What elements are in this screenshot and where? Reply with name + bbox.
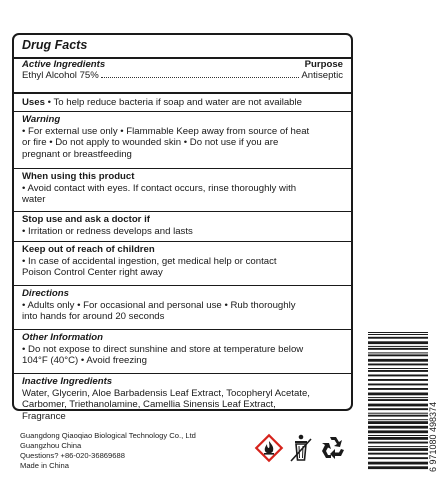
when-using-heading: When using this product [22,171,135,182]
barcode-bar [368,364,428,366]
inactive-ingredients-section [14,373,351,422]
barcode-bar [368,352,428,353]
when-using-line: water [22,194,46,205]
inactive-ingredients-line: Water, Glycerin, Aloe Barbadensis Leaf Extract, Tocopheryl Acetate, [22,387,310,399]
keep-out-line: Poison Control Center right away [22,267,163,278]
barcode-number: 6 971080 498374 [428,401,438,472]
barcode-bar [368,435,428,436]
barcode-bar [368,408,428,410]
barcode-bar [368,393,428,396]
barcode-bar [368,337,428,339]
inactive-ingredients-line: Carbomer, Triethanolamine, Camellia Sinensis Leaf Extract, [22,399,276,410]
warning-line: pregnant or breastfeeding [22,148,132,160]
uses-text: • To help reduce bacteria if soap and water are not available [44,97,302,108]
when-using-line: • Avoid contact with eyes. If contact occurs, rinse thoroughly with [22,182,297,194]
other-information-heading: Other Information [22,332,104,343]
barcode-bar [368,453,428,455]
barcode-bar [368,332,428,333]
barcode-bar [368,379,428,381]
manufacturer-phone: Questions? +86-020-36869688 [20,451,125,460]
directions-line: into hands for around 20 seconds [22,311,165,322]
drug-facts-panel [12,33,353,422]
barcode-bar [368,341,428,344]
warning-line: or fire • Do not apply to wounded skin • Do not use if you are [22,137,279,148]
active-ingredients-heading: Active Ingredients [22,59,106,70]
warning-section [14,111,351,160]
manufacturer-name: Guangdong Qiaoqiao Biological Technology Co., Ltd [20,431,196,440]
uses-section [14,92,351,109]
barcode-bar [368,388,428,390]
inactive-ingredients-heading: Inactive Ingredients [22,376,113,387]
barcode-bar [368,370,428,372]
uses-heading: Uses [22,97,45,108]
barcode-bar [368,448,428,451]
barcode-bar [368,384,428,386]
barcode-bar [368,375,428,377]
other-information-line: • Do not expose to direct sunshine and store at temperature below [22,343,304,355]
barcode-bar [368,426,428,429]
ingredient-purpose: Antiseptic [301,70,343,81]
barcode-bar [368,404,428,407]
stop-use-line: • Irritation or redness develops and lasts [22,225,193,237]
warning-heading: Warning [22,114,61,125]
barcode-bar [368,334,428,335]
barcode-bar [368,399,428,401]
ingredient-row [22,70,343,81]
barcode-bar [368,415,428,417]
keep-out-section [14,241,351,279]
barcode-bar [368,413,428,414]
manufacturer-origin: Made in China [20,461,69,470]
other-information-section [14,329,351,367]
when-using-section [14,168,351,206]
barcode-bar [368,368,428,369]
keep-out-line: • In case of accidental ingestion, get medical help or contact [22,255,277,267]
warning-line: • For external use only • Flammable Keep away from source of heat [22,125,310,137]
recycle-icon [318,433,348,463]
directions-heading: Directions [22,288,69,299]
flammable-hazard-icon [254,433,284,463]
leader-dots [101,77,300,78]
barcode-bar [368,348,428,350]
purpose-heading: Purpose [304,59,343,70]
barcode-bar [368,437,428,440]
barcode-bar [368,346,428,347]
barcode-bars [368,332,428,469]
stop-use-section [14,211,351,237]
barcode-bar [368,359,428,362]
keep-out-heading: Keep out of reach of children [22,244,155,255]
barcode-bar [368,397,428,398]
active-ingredients-header [22,59,343,70]
barcode-bar [368,457,428,459]
barcode-bar [368,354,428,356]
stop-use-heading: Stop use and ask a doctor if [22,214,150,225]
drug-facts-title: Drug Facts [22,38,88,52]
manufacturer-location: Guangzhou China [20,441,82,450]
other-information-line: 104°F (40°C) • Avoid freezing [22,355,147,366]
inactive-ingredients-line: Fragrance [22,410,66,422]
barcode [366,328,442,474]
barcode-bar [368,430,428,433]
no-litter-bin-icon [289,433,313,463]
directions-line: • Adults only • For occasional and personal use • Rub thoroughly [22,299,296,311]
barcode-bar [368,446,428,447]
barcode-bar [368,419,428,420]
manufacturer-info [20,431,196,471]
ingredient-name: Ethyl Alcohol 75% [22,70,99,81]
barcode-bar [368,462,428,465]
barcode-bar [368,466,428,469]
barcode-bar [368,421,428,424]
directions-section [14,285,351,323]
barcode-bar [368,442,428,444]
